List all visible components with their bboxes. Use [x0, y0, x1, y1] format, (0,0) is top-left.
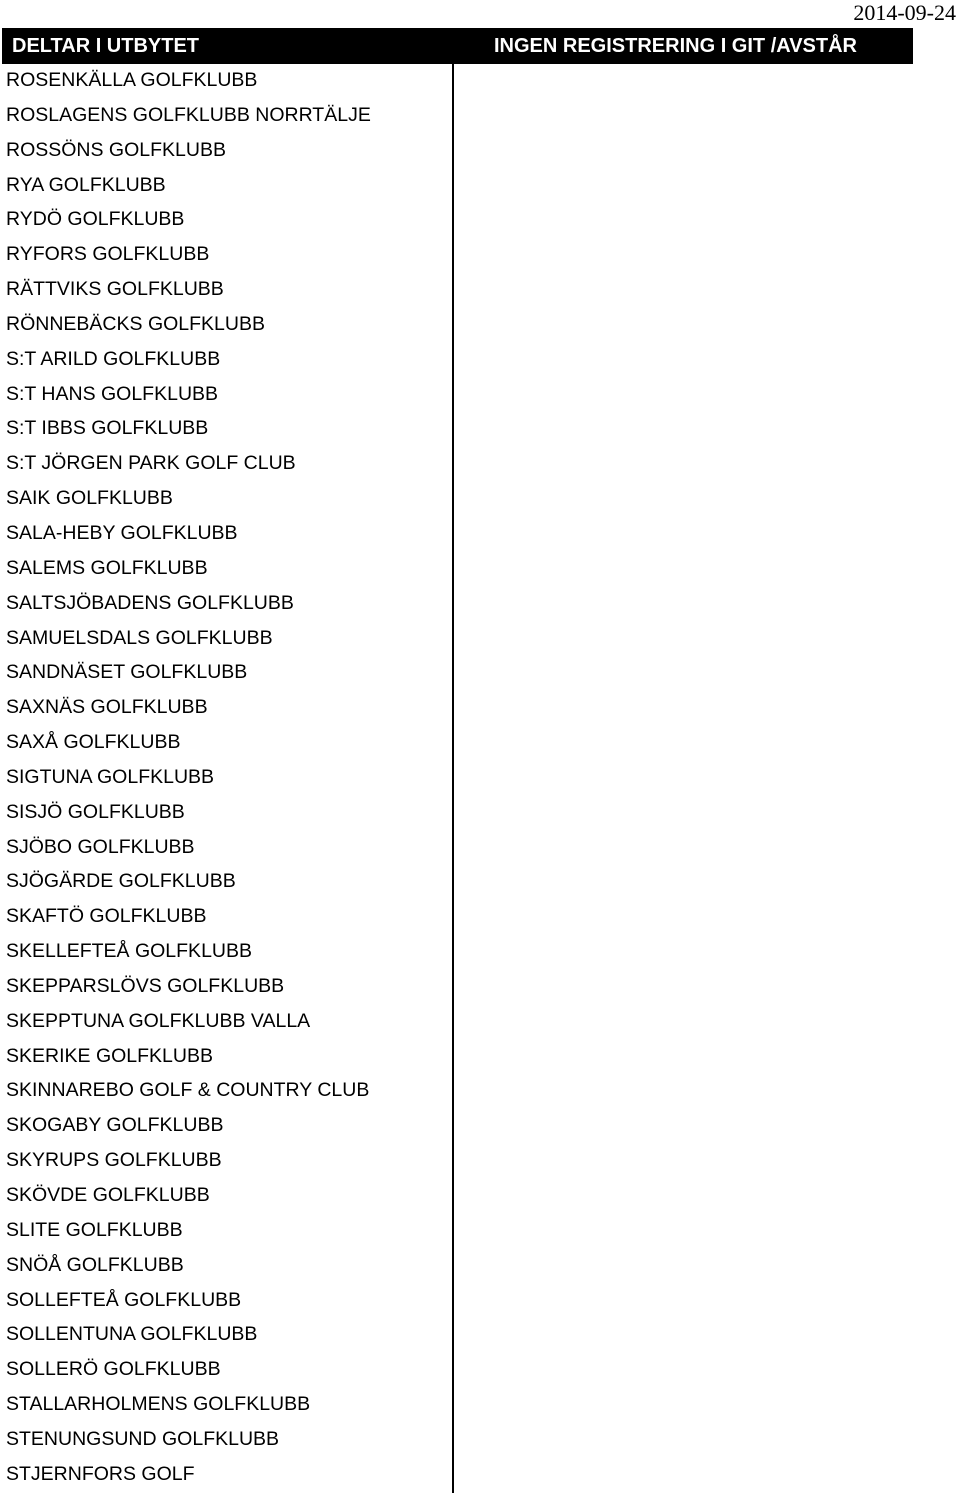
club-list-item: S:T IBBS GOLFKLUBB [6, 417, 209, 440]
club-list-item: SJÖGÄRDE GOLFKLUBB [6, 870, 236, 893]
document-date: 2014-09-24 [853, 0, 956, 25]
club-list-item: SKYRUPS GOLFKLUBB [6, 1149, 222, 1172]
club-list-item: STENUNGSUND GOLFKLUBB [6, 1427, 280, 1450]
club-list-item: SIGTUNA GOLFKLUBB [6, 765, 215, 788]
club-list-item: SKEPPARSLÖVS GOLFKLUBB [6, 974, 285, 997]
club-list-item: STALLARHOLMENS GOLFKLUBB [6, 1393, 311, 1416]
club-list-item: SISJÖ GOLFKLUBB [6, 800, 185, 823]
club-list-item: S:T JÖRGEN PARK GOLF CLUB [6, 452, 296, 475]
club-list-item: SNÖÅ GOLFKLUBB [6, 1253, 184, 1276]
club-list-item: SKEPPTUNA GOLFKLUBB VALLA [6, 1009, 311, 1032]
club-list-item: SJÖBO GOLFKLUBB [6, 835, 195, 858]
club-list-item: STJERNFORS GOLF [6, 1462, 195, 1485]
club-list-item: SKOGABY GOLFKLUBB [6, 1114, 224, 1137]
club-list-item: SKINNAREBO GOLF & COUNTRY CLUB [6, 1079, 370, 1102]
club-list-item: ROSENKÄLLA GOLFKLUBB [6, 69, 258, 91]
club-list-item: SALEMS GOLFKLUBB [6, 556, 208, 579]
club-list-item: SOLLENTUNA GOLFKLUBB [6, 1323, 258, 1346]
club-list-item: RYA GOLFKLUBB [6, 173, 166, 196]
club-list-item: SOLLERÖ GOLFKLUBB [6, 1358, 221, 1381]
club-list-item: SANDNÄSET GOLFKLUBB [6, 661, 248, 684]
club-list-item: SOLLEFTEÅ GOLFKLUBB [6, 1288, 242, 1311]
club-list-item: S:T HANS GOLFKLUBB [6, 382, 219, 405]
table-header [2, 28, 913, 64]
club-list-item: SALA-HEBY GOLFKLUBB [6, 521, 238, 544]
club-list-item: SAXÅ GOLFKLUBB [6, 731, 181, 754]
club-list-item: ROSSÖNS GOLFKLUBB [6, 138, 226, 161]
club-list-item: RYDÖ GOLFKLUBB [6, 208, 185, 231]
club-list-item: SAIK GOLFKLUBB [6, 487, 173, 510]
club-list-item: ROSLAGENS GOLFKLUBB NORRTÄLJE [6, 103, 371, 126]
club-list-item: SKAFTÖ GOLFKLUBB [6, 905, 207, 928]
club-list-item: RÖNNEBÄCKS GOLFKLUBB [6, 312, 265, 335]
club-list-item: SKELLEFTEÅ GOLFKLUBB [6, 940, 253, 963]
header-participating: DELTAR I UTBYTET [12, 34, 200, 57]
club-list-item: SALTSJÖBADENS GOLFKLUBB [6, 591, 294, 614]
club-list-item: SAXNÄS GOLFKLUBB [6, 696, 208, 719]
club-list-item: SKÖVDE GOLFKLUBB [6, 1184, 210, 1206]
club-list [6, 63, 371, 1492]
club-list-item: SLITE GOLFKLUBB [6, 1218, 183, 1241]
club-list-item: RÄTTVIKS GOLFKLUBB [6, 278, 224, 301]
header-not-registered: INGEN REGISTRERING I GIT /AVSTÅR [494, 34, 857, 57]
club-list-item: RYFORS GOLFKLUBB [6, 243, 210, 266]
club-list-item: S:T ARILD GOLFKLUBB [6, 347, 221, 370]
club-list-item: SKERIKE GOLFKLUBB [6, 1044, 213, 1067]
club-list-item: SAMUELSDALS GOLFKLUBB [6, 626, 273, 649]
column-divider [452, 64, 454, 1493]
